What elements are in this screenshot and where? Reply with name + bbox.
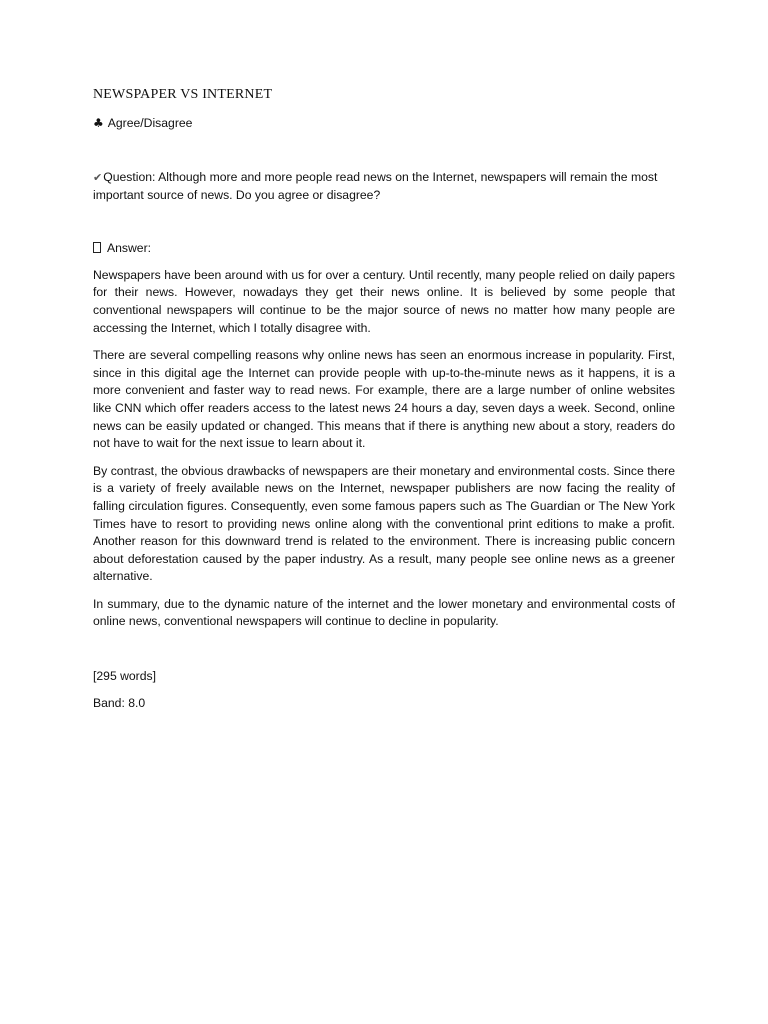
question-line: [93, 169, 675, 204]
band-score: Band: 8.0: [93, 695, 146, 710]
paragraph-conclusion: In summary, due to the dynamic nature of the internet and the lower monetary and environmental costs of online news, conventional newspapers will continue to decline in popularity.: [93, 596, 675, 629]
document-body: [93, 86, 675, 712]
check-mark-icon: ✔: [93, 171, 103, 184]
paragraph-body-2: By contrast, the obvious drawbacks of newspapers are their monetary and environmental costs. Since there is a variety of freely available news on the Internet, newspaper publishers are now facing the reality of falling circulation figures. Consequently, even some famous papers such as The Guardian or The New York Times have to resort to providing news online along with the conventional print editions to make a profit. Another reason for this downward trend is related to the environment. There is increasing public concern about deforestation caused by the paper industry. As a result, many people see online news as a greener alternative.: [93, 463, 675, 584]
box-icon: [93, 242, 101, 253]
task-type-line: [93, 115, 675, 133]
paragraph-intro: Newspapers have been around with us for over a century. Until recently, many people relied on daily papers for their news. However, nowadays they get their news online. It is believed by some people that conventional newspapers will continue to be the major source of news no matter how many people are accessing the Internet, which I totally disagree with.: [93, 267, 675, 335]
answer-heading: [93, 240, 675, 258]
answer-label: Answer:: [107, 241, 152, 256]
paragraph-body-1: There are several compelling reasons why online news has seen an enormous increase in popularity. First, since in this digital age the Internet can provide people with up-to-the-minute news as it happens, it is a more convenient and faster way to read news. For example, there are a large number of online websites like CNN which offer readers access to the latest news 24 hours a day, seven days a week. Second, online news can be easily updated or changed. This means that if there is anything new about a story, readers do not have to wait for the next issue to learn about it.: [93, 348, 675, 451]
club-icon: ♣: [93, 116, 104, 130]
word-count: [295 words]: [93, 669, 157, 684]
task-type-label: Agree/Disagree: [107, 116, 193, 130]
question-text: Question: Although more and more people read news on the Internet, newspapers will remain the most important source of news. Do you agree or disagree?: [93, 170, 658, 202]
document-title: NEWSPAPER VS INTERNET: [93, 87, 273, 102]
